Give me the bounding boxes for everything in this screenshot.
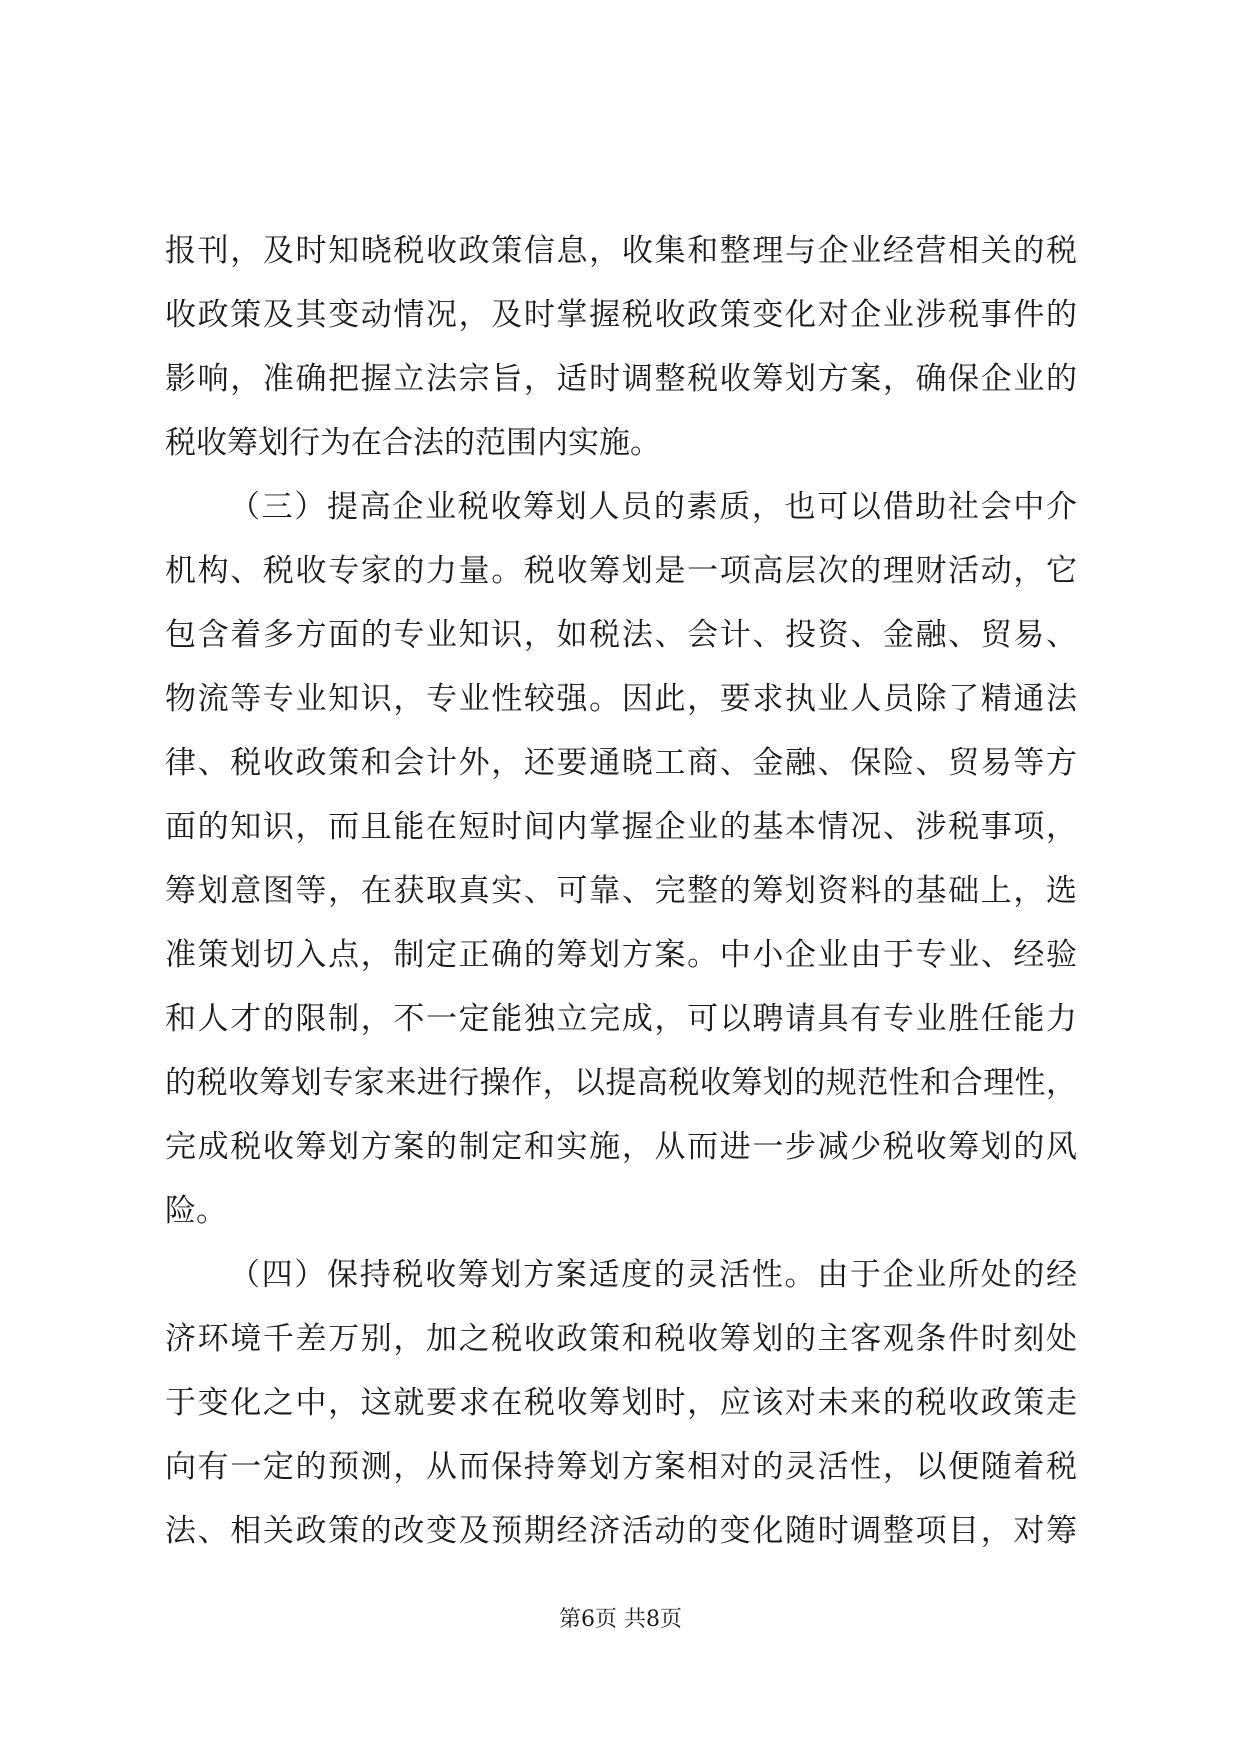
paragraph-line: 和人才的限制，不一定能独立完成，可以聘请具有专业胜任能力	[165, 1001, 1077, 1037]
paragraph-line: 律、税收政策和会计外，还要通晓工商、金融、保险、贸易等方	[165, 745, 1077, 781]
paragraph-line: 物流等专业知识，专业性较强。因此，要求执业人员除了精通法	[165, 681, 1077, 717]
paragraph-line: 筹划意图等，在获取真实、可靠、完整的筹划资料的基础上，选	[165, 873, 1077, 909]
paragraph-line: 准策划切入点，制定正确的筹划方案。中小企业由于专业、经验	[165, 937, 1077, 973]
paragraph-line: 向有一定的预测，从而保持筹划方案相对的灵活性，以便随着税	[165, 1449, 1077, 1485]
paragraph-line: 险。	[165, 1193, 227, 1229]
paragraph-line: 的税收筹划专家来进行操作，以提高税收筹划的规范性和合理性，	[165, 1065, 1077, 1101]
paragraph-line: 机构、税收专家的力量。税收筹划是一项高层次的理财活动，它	[165, 553, 1077, 589]
paragraph-line: 完成税收筹划方案的制定和实施，从而进一步减少税收筹划的风	[165, 1129, 1077, 1165]
paragraph-line: 于变化之中，这就要求在税收筹划时，应该对未来的税收政策走	[165, 1385, 1077, 1421]
paragraph-line: （四）保持税收筹划方案适度的灵活性。由于企业所处的经	[229, 1257, 1077, 1293]
paragraph-line: 报刊，及时知晓税收政策信息，收集和整理与企业经营相关的税	[165, 233, 1077, 269]
paragraph-line: 影响，准确把握立法宗旨，适时调整税收筹划方案，确保企业的	[165, 361, 1077, 397]
page-footer: 第6页 共8页	[559, 1607, 682, 1632]
paragraph-line: 面的知识，而且能在短时间内掌握企业的基本情况、涉税事项，	[165, 809, 1077, 845]
paragraph-line: 税收筹划行为在合法的范围内实施。	[165, 425, 661, 461]
paragraph-line: 收政策及其变动情况，及时掌握税收政策变化对企业涉税事件的	[165, 297, 1077, 333]
paragraph-line: 济环境千差万别，加之税收政策和税收筹划的主客观条件时刻处	[165, 1321, 1077, 1357]
paragraph-line: （三）提高企业税收筹划人员的素质，也可以借助社会中介	[229, 489, 1077, 525]
paragraph-line: 包含着多方面的专业知识，如税法、会计、投资、金融、贸易、	[165, 617, 1077, 653]
paragraph-line: 法、相关政策的改变及预期经济活动的变化随时调整项目，对筹	[165, 1513, 1077, 1549]
